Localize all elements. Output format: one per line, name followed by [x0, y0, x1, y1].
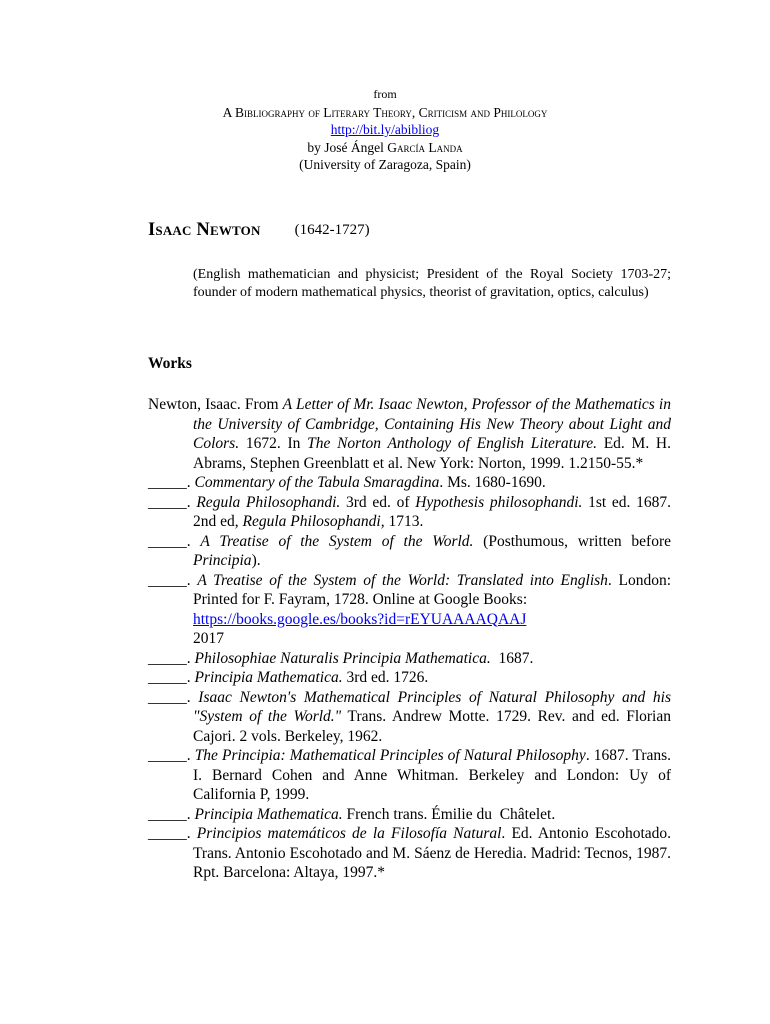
list-item: _____. Principia Mathematica. 3rd ed. 1726. — [148, 669, 429, 686]
author-dates: (1642-1727) — [294, 222, 370, 238]
ditto-line: _____ — [148, 493, 187, 511]
ditto-line: _____ — [148, 571, 187, 589]
ditto-line: _____ — [148, 474, 187, 491]
list-item: _____. A Treatise of the System of the World: Translated into English. London: Printed for F. Fayram, 1728. Online at Google Books: https://books.google.es/books?id=rEYUAAAAQAAJ 2017 — [148, 571, 671, 647]
author-name: Isaac Newton — [148, 220, 261, 240]
list-item: _____. Commentary of the Tabula Smaragdina. Ms. 1680-1690. — [148, 474, 546, 491]
ditto-line: _____ — [148, 532, 187, 550]
list-item: _____. Regula Philosophandi. 3rd ed. of Hypothesis philosophandi. 1st ed. 1687. 2nd ed, Regula Philosophandi, 1713. — [148, 493, 672, 530]
compiler-surname: García Landa — [387, 139, 463, 155]
list-item: _____. Isaac Newton's Mathematical Principles of Natural Philosophy and his "System of the World." Trans. Andrew Motte. 1729. Rev. and ed. Florian Cajori. 2 vols. Berkeley, 1962. — [148, 688, 671, 745]
author-heading — [148, 220, 370, 241]
list-item: _____. Principios matemáticos de la Filosofía Natural. Ed. Antonio Escohotado. Trans. Antonio Escohotado and M. Sáenz de Heredia. Madrid: Tecnos, 1987. Rpt. Barcelona: Altaya, 1997.* — [148, 825, 672, 881]
bibliography-link[interactable]: http://bit.ly/abibliog — [330, 122, 440, 137]
page-header — [0, 86, 770, 174]
list-item: _____. The Principia: Mathematical Principles of Natural Philosophy. 1687. Trans. I. Bernard Cohen and Anne Whitman. Berkeley and London: Uy of California P, 1999. — [148, 747, 672, 803]
works-list — [148, 395, 671, 883]
ditto-line: _____ — [148, 805, 187, 823]
compiler-affiliation: (University of Zaragoza, Spain) — [299, 157, 471, 172]
compiler-line — [0, 139, 770, 157]
ditto-line: _____ — [148, 747, 187, 764]
ditto-line: _____ — [148, 825, 187, 842]
bibliography-title: A Bibliography of Literary Theory, Criticism and Philology — [222, 104, 548, 120]
ditto-line: _____ — [148, 649, 187, 667]
list-item: _____. Philosophiae Naturalis Principia Mathematica. 1687. — [148, 649, 534, 667]
google-books-link[interactable]: https://books.google.es/books?id=rEYUAAAAQAAJ — [193, 610, 527, 628]
list-item: _____. Principia Mathematica. French trans. Émilie du Châtelet. — [148, 805, 556, 823]
compiler-prefix: by José Ángel — [307, 139, 384, 155]
header-from: from — [373, 87, 397, 101]
author-description: (English mathematician and physicist; President of the Royal Society 1703-27; founder of modern mathematical physics, theorist of gravitation, optics, calculus) — [193, 267, 671, 300]
list-item: _____. A Treatise of the System of the World. (Posthumous, written before Principia). — [148, 532, 671, 569]
works-heading: Works — [148, 355, 192, 372]
ditto-line: _____ — [148, 669, 187, 686]
ditto-line: _____ — [148, 688, 187, 706]
list-item: Newton, Isaac. From A Letter of Mr. Isaac Newton, Professor of the Mathematics in the University of Cambridge, Containing His New Theory about Light and Colors. 1672. In The Norton Anthology of English Literature. Ed. M. H. Abrams, Stephen Greenblatt et al. New York: Norton, 1999. 1.2150-55.* — [148, 396, 671, 472]
